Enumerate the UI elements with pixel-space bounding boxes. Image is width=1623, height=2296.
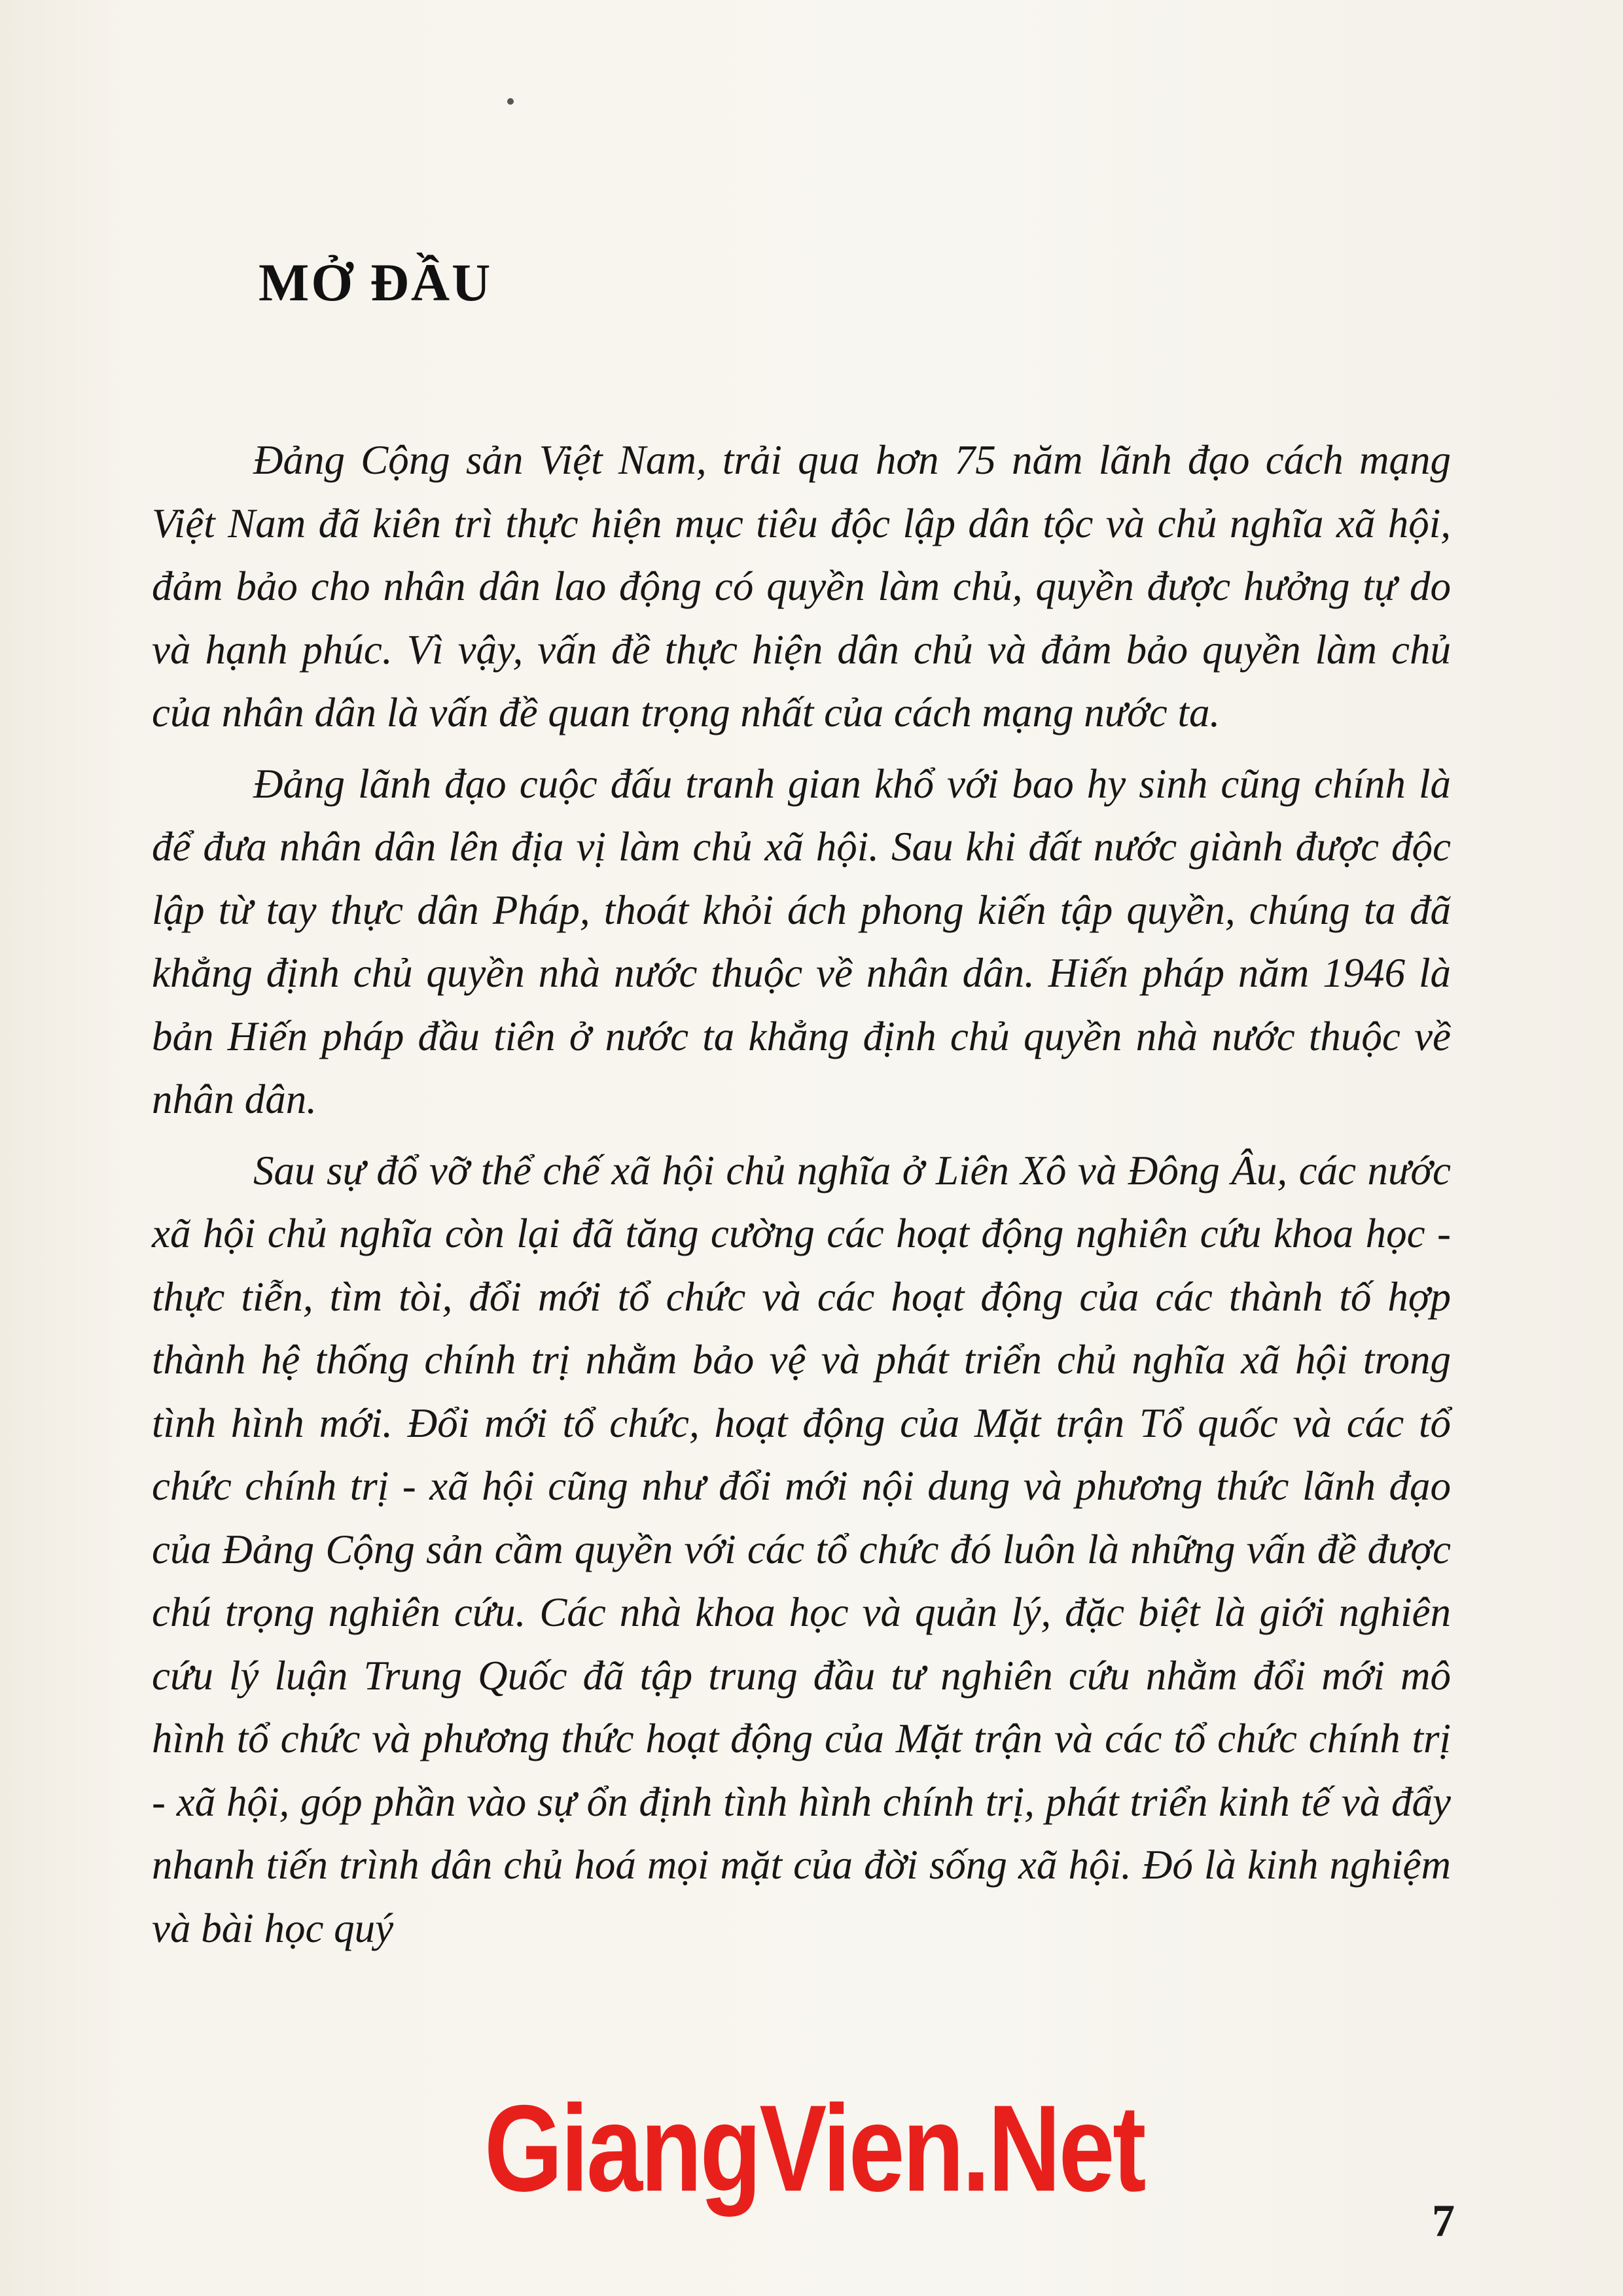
chapter-heading: MỞ ĐẦU (259, 253, 493, 312)
page-number: 7 (1432, 2196, 1455, 2246)
paper-speck (507, 98, 514, 105)
paragraph-1: Đảng Cộng sản Việt Nam, trải qua hơn 75 năm lãnh đạo cách mạng Việt Nam đã kiên trì thực hiện mục tiêu độc lập dân tộc và chủ nghĩa xã hội, đảm bảo cho nhân dân lao động có quyền làm chủ, quyền được hưởng tự do và hạnh phúc. Vì vậy, vấn đề thực hiện dân chủ và đảm bảo quyền làm chủ của nhân dân là vấn đề quan trọng nhất của cách mạng nước ta. (152, 437, 1451, 735)
body-text (152, 429, 1451, 1968)
paragraph-2: Đảng lãnh đạo cuộc đấu tranh gian khổ với bao hy sinh cũng chính là để đưa nhân dân lên địa vị làm chủ xã hội. Sau khi đất nước giành được độc lập từ tay thực dân Pháp, thoát khỏi ách phong kiến tập quyền, chúng ta đã khẳng định chủ quyền nhà nước thuộc về nhân dân. Hiến pháp năm 1946 là bản Hiến pháp đầu tiên ở nước ta khẳng định chủ quyền nhà nước thuộc về nhân dân. (152, 760, 1451, 1122)
paragraph-3: Sau sự đổ vỡ thể chế xã hội chủ nghĩa ở Liên Xô và Đông Âu, các nước xã hội chủ nghĩa còn lại đã tăng cường các hoạt động nghiên cứu khoa học - thực tiễn, tìm tòi, đổi mới tổ chức và các hoạt động của các thành tố hợp thành hệ thống chính trị nhằm bảo vệ và phát triển chủ nghĩa xã hội trong tình hình mới. Đổi mới tổ chức, hoạt động của Mặt trận Tổ quốc và các tổ chức chính trị - xã hội cũng như đổi mới nội dung và phương thức lãnh đạo của Đảng Cộng sản cầm quyền với các tổ chức đó luôn là những vấn đề được chú trọng nghiên cứu. Các nhà khoa học và quản lý, đặc biệt là giới nghiên cứu lý luận Trung Quốc đã tập trung đầu tư nghiên cứu nhằm đổi mới mô hình tổ chức và phương thức hoạt động của Mặt trận và các tổ chức chính trị - xã hội, góp phần vào sự ổn định tình hình chính trị, phát triển kinh tế và đẩy nhanh tiến trình dân chủ hoá mọi mặt của đời sống xã hội. Đó là kinh nghiệm và bài học quý (152, 1147, 1451, 1951)
watermark-logo: GiangVien.Net (484, 2079, 1145, 2217)
